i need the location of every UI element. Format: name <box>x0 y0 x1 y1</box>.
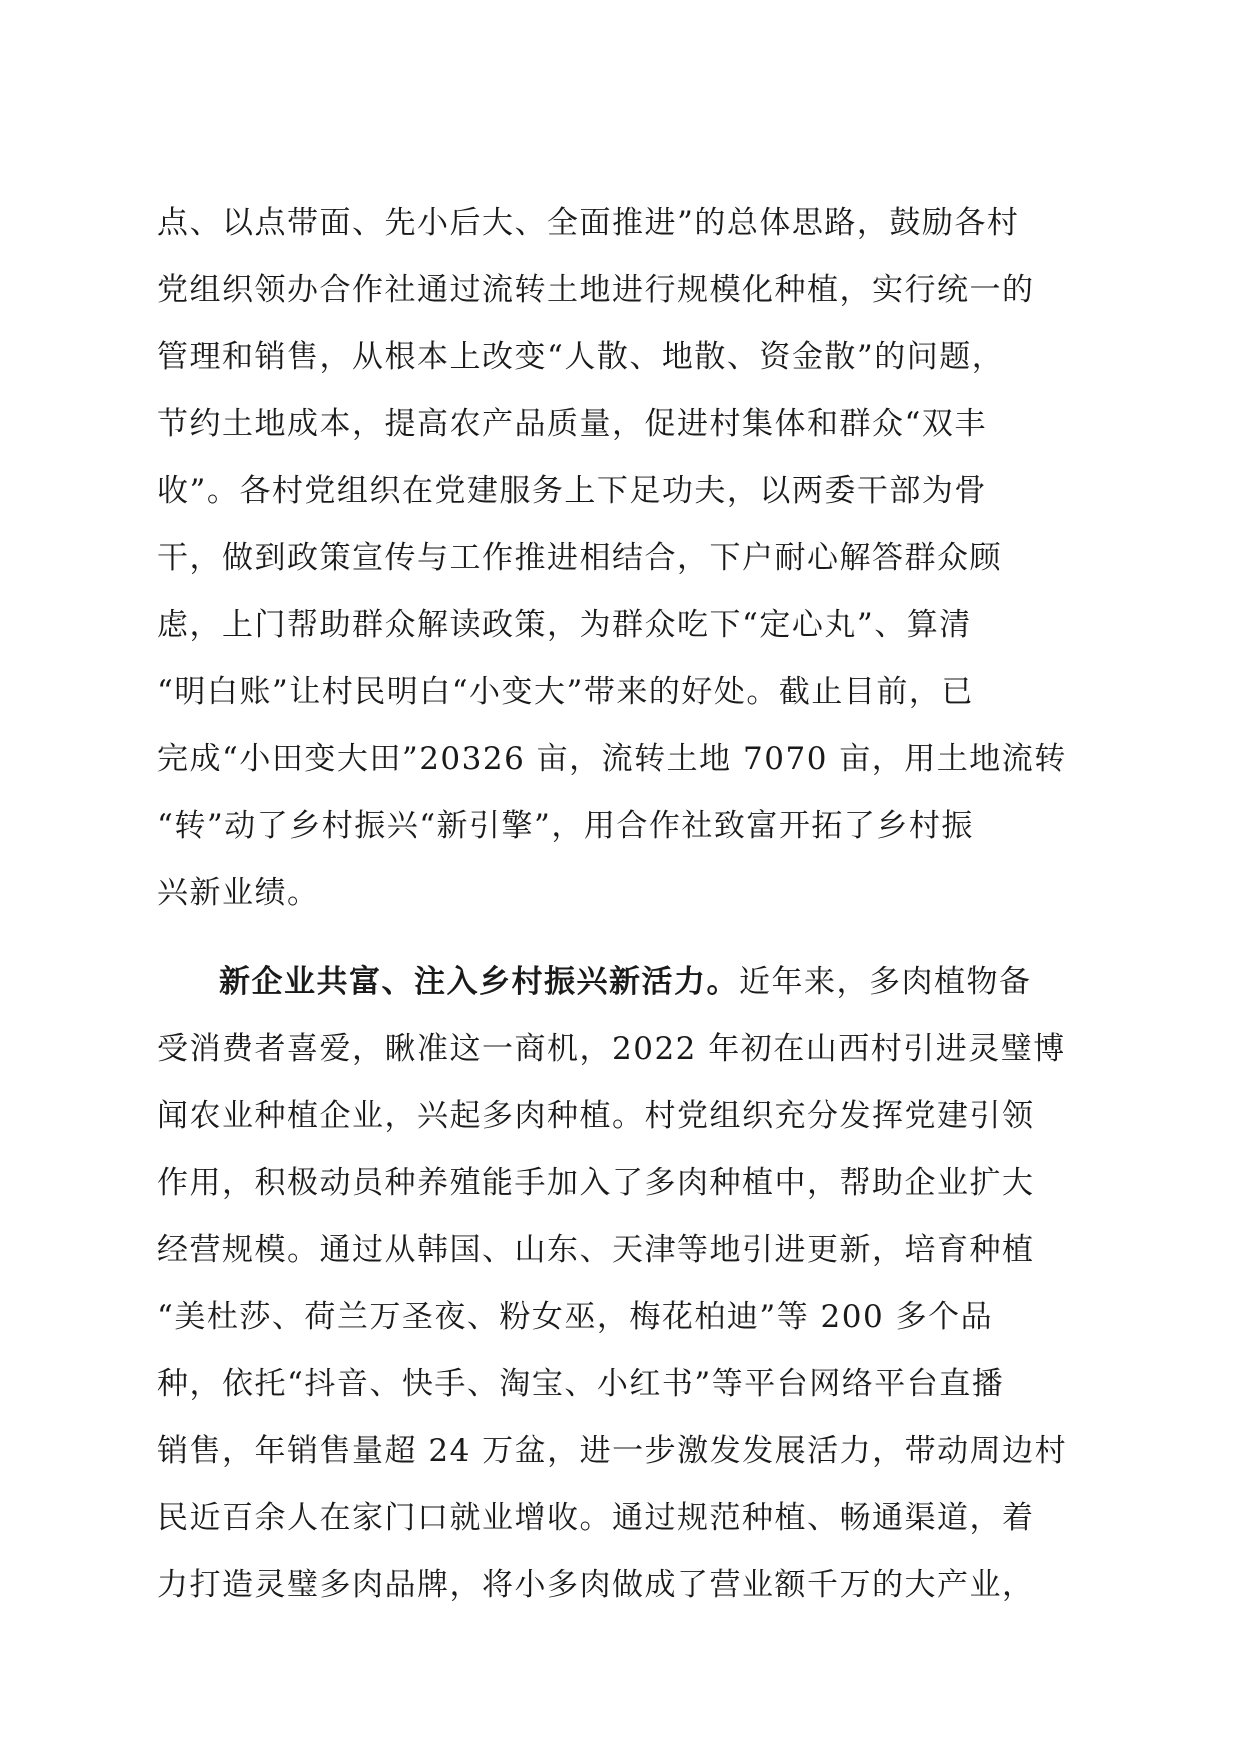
paragraph-line: 收”。各村党组织在党建服务上下足功夫，以两委干部为骨 <box>157 473 987 509</box>
paragraph-line: 作用，积极动员种养殖能手加入了多肉种植中，帮助企业扩大 <box>157 1165 1035 1201</box>
paragraph-line: 兴新业绩。 <box>157 875 320 911</box>
paragraph-line: 点、以点带面、先小后大、全面推进”的总体思路，鼓励各村 <box>157 205 1020 241</box>
paragraph-first-line <box>157 949 1077 1016</box>
paragraph-gap <box>157 927 1077 949</box>
paragraph-line: 党组织领办合作社通过流转土地进行规模化种植，实行统一的 <box>157 272 1035 308</box>
paragraph-line: 闻农业种植企业，兴起多肉种植。村党组织充分发挥党建引领 <box>157 1098 1035 1134</box>
first-line-text: 近年来，多肉植物备 <box>739 964 1032 1000</box>
paragraph-line: 完成“小田变大田”20326 亩，流转土地 7070 亩，用土地流转 <box>157 741 1067 777</box>
paragraph-line: 销售，年销售量超 24 万盆，进一步激发发展活力，带动周边村 <box>157 1433 1068 1469</box>
paragraph-line: “转”动了乡村振兴“新引擎”，用合作社致富开拓了乡村振 <box>157 808 974 844</box>
paragraph-line: 受消费者喜爱，瞅准这一商机，2022 年初在山西村引进灵璧博 <box>157 1031 1066 1067</box>
section-heading: 新企业共富、注入乡村振兴新活力。 <box>219 964 739 1000</box>
paragraph-line: 力打造灵璧多肉品牌，将小多肉做成了营业额千万的大产业， <box>157 1567 1035 1603</box>
paragraph-line: 种，依托“抖音、快手、淘宝、小红书”等平台网络平台直播 <box>157 1366 1005 1402</box>
paragraph-line: “明白账”让村民明白“小变大”带来的好处。截止目前，已 <box>157 674 974 710</box>
paragraph-line: “美杜莎、荷兰万圣夜、粉女巫，梅花柏迪”等 200 多个品 <box>157 1299 994 1335</box>
paragraph-line: 干，做到政策宣传与工作推进相结合，下户耐心解答群众顾 <box>157 540 1002 576</box>
paragraph-line: 民近百余人在家门口就业增收。通过规范种植、畅通渠道，着 <box>157 1500 1035 1536</box>
body-text <box>157 190 1077 1619</box>
paragraph-line: 节约土地成本，提高农产品质量，促进村集体和群众“双丰 <box>157 406 987 442</box>
paragraph-1 <box>157 190 1077 927</box>
paragraph-line: 管理和销售，从根本上改变“人散、地散、资金散”的问题， <box>157 339 1005 375</box>
paragraph-line: 经营规模。通过从韩国、山东、天津等地引进更新，培育种植 <box>157 1232 1035 1268</box>
paragraph-2 <box>157 949 1077 1619</box>
paragraph-line: 虑，上门帮助群众解读政策，为群众吃下“定心丸”、算清 <box>157 607 972 643</box>
